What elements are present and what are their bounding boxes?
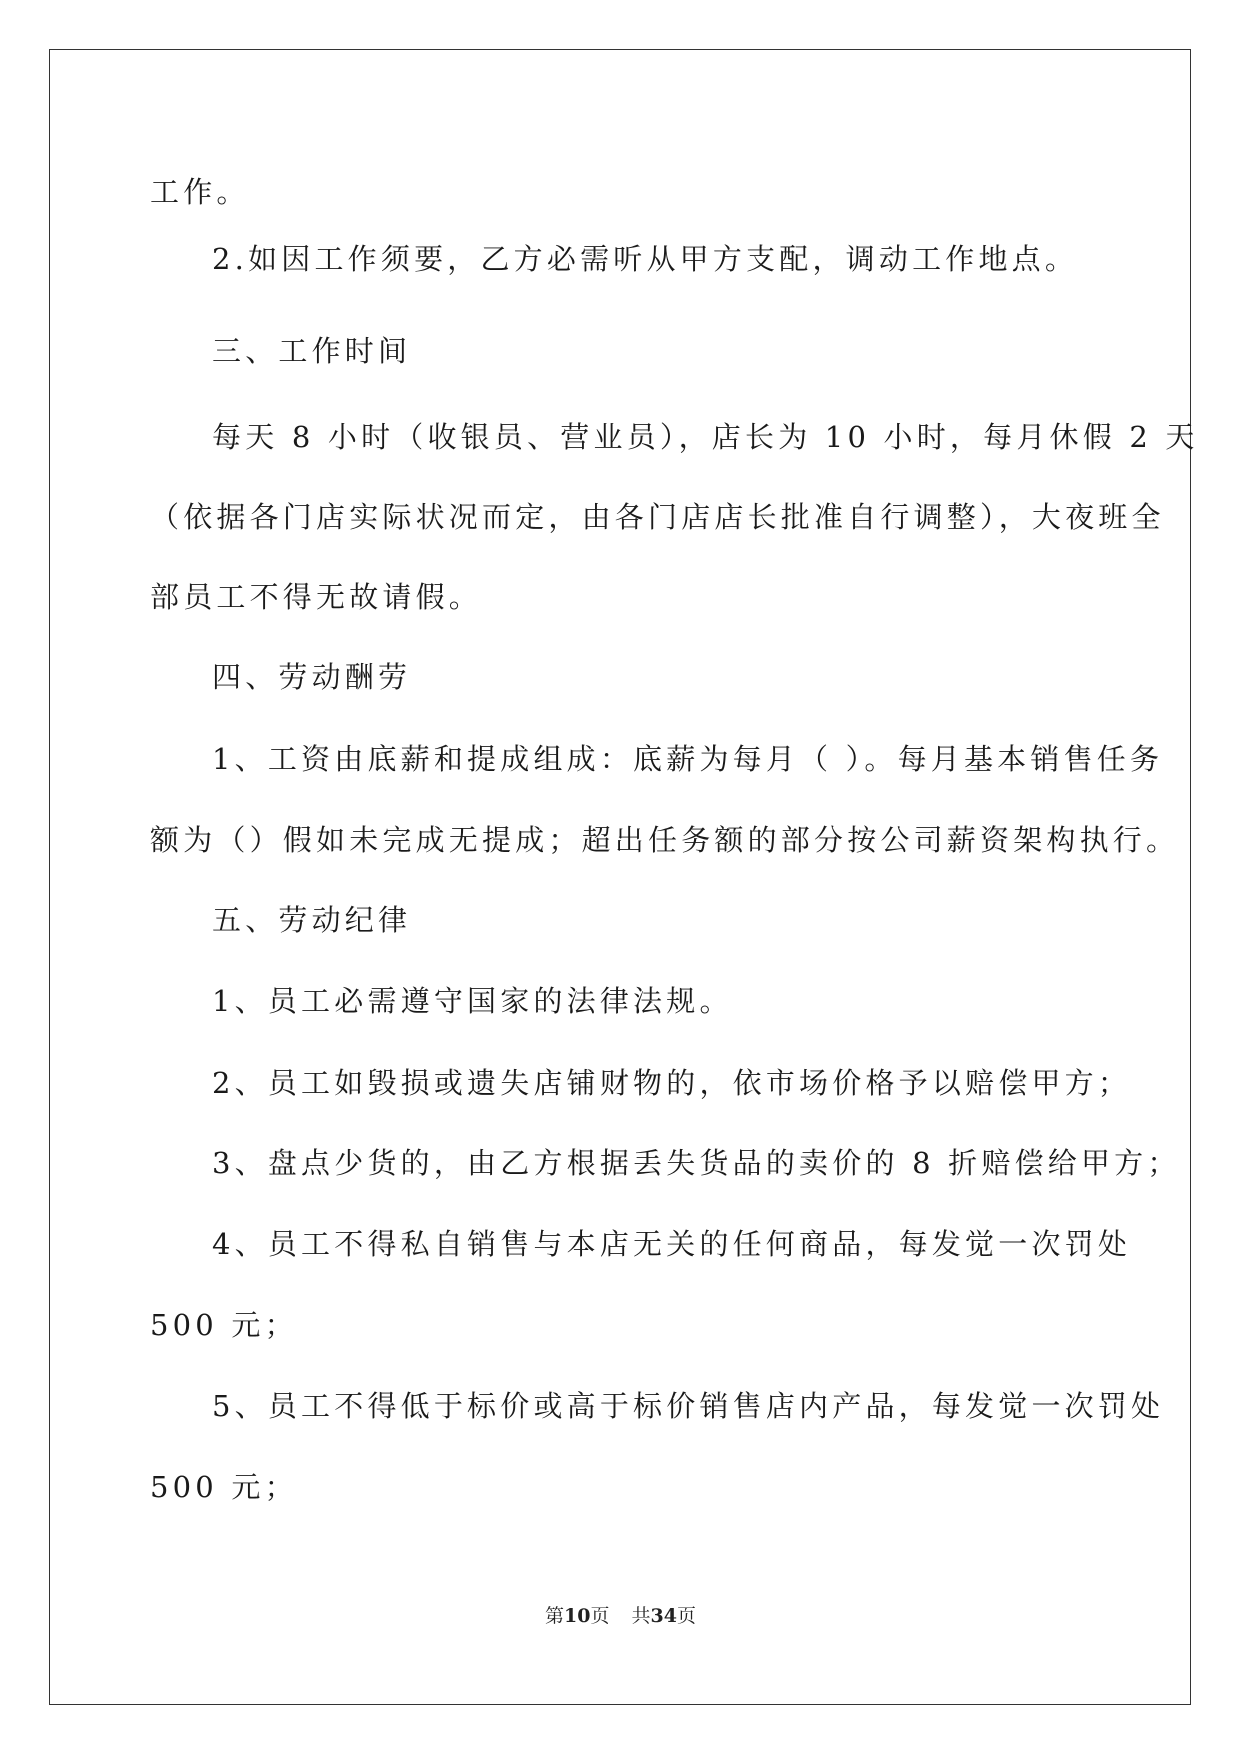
text-line-13: 3、盘点少货的，由乙方根据丢失货品的卖价的 8 折赔偿给甲方； — [212, 1146, 1181, 1180]
text-line-17: 500 元； — [150, 1470, 298, 1504]
text-line-11: 1、员工必需遵守国家的法律法规。 — [212, 984, 733, 1018]
text-line-9: 额为（）假如未完成无提成；超出任务额的部分按公司薪资架构执行。 — [150, 823, 1180, 857]
page-footer — [0, 1607, 1241, 1626]
footer-page-word: 页 — [590, 1605, 610, 1627]
section-heading-4: 四、劳动酬劳 — [212, 660, 412, 694]
text-line-15: 500 元； — [150, 1308, 298, 1342]
section-heading-3: 三、工作时间 — [212, 334, 412, 368]
text-line-5: （依据各门店实际状况而定，由各门店店长批准自行调整），大夜班全 — [150, 500, 1165, 534]
text-line-4: 每天 8 小时（收银员、营业员），店长为 10 小时，每月休假 2 天 — [212, 420, 1199, 454]
text-line-8: 1、工资由底薪和提成组成：底薪为每月（ ）。每月基本销售任务 — [212, 742, 1164, 776]
footer-total-prefix: 共 — [631, 1605, 651, 1627]
text-line-1: 工作。 — [150, 175, 250, 209]
text-line-14: 4、员工不得私自销售与本店无关的任何商品，每发觉一次罚处 — [212, 1227, 1132, 1261]
text-line-16: 5、员工不得低于标价或高于标价销售店内产品，每发觉一次罚处 — [212, 1389, 1165, 1423]
footer-total-word: 页 — [676, 1605, 696, 1627]
total-page-number: 34 — [650, 1605, 677, 1627]
text-line-2: 2.如因工作须要，乙方必需听从甲方支配，调动工作地点。 — [212, 242, 1079, 276]
page-border — [49, 49, 1191, 1705]
footer-prefix: 第 — [545, 1605, 565, 1627]
text-line-6: 部员工不得无故请假。 — [150, 580, 483, 614]
section-heading-5: 五、劳动纪律 — [212, 903, 412, 937]
text-line-12: 2、员工如毁损或遗失店铺财物的，依市场价格予以赔偿甲方； — [212, 1066, 1132, 1100]
current-page-number: 10 — [564, 1605, 591, 1627]
